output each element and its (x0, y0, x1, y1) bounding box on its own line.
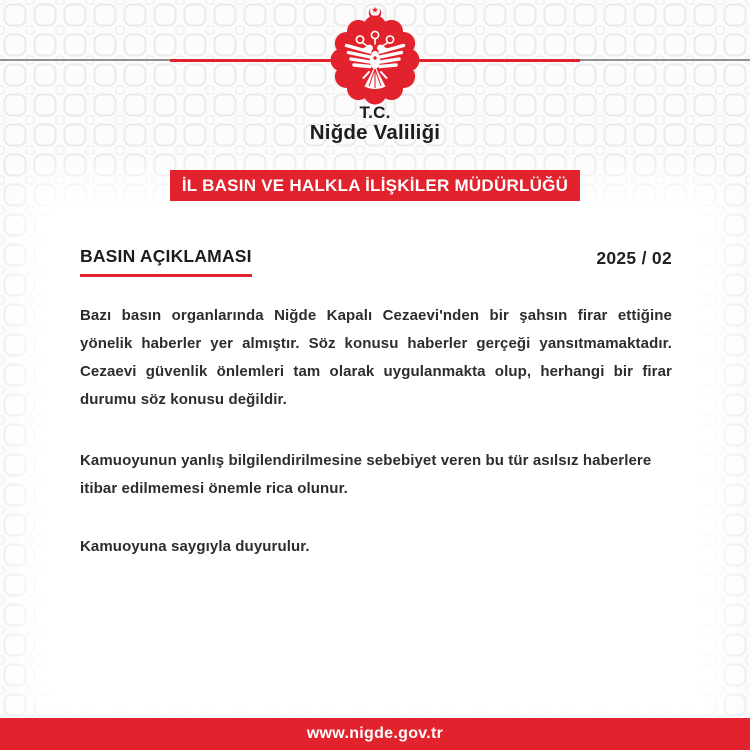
website-prefix: www. (306, 725, 350, 742)
document-header-row (80, 246, 672, 277)
website-link[interactable] (307, 725, 443, 743)
paragraph: Kamuoyunun yanlış bilgilendirilmesine sebebiyet veren bu tür asılsız haberlere itibar edilmemesi önemle rica olunur. (80, 452, 652, 497)
nigde-valiligi-emblem-double-headed-eagle-icon (303, 2, 447, 114)
document-body (80, 246, 672, 561)
department-banner: İL BASIN VE HALKLA İLİŞKİLER MÜDÜRLÜĞÜ (170, 170, 580, 201)
organisation-title-block (0, 103, 750, 145)
paragraph: Kamuoyuna saygıyla duyurulur. (80, 538, 310, 555)
paragraph: Bazı basın organlarında Niğde Kapalı Cezaevi'nden bir şahsın firar ettiğine yönelik haberler yer almıştır. Söz konusu haberler gerçeği yansıtmamaktadır. Cezaevi güvenlik önlemleri tam olarak uygulanmakta olup, herhangi bir firar durumu söz konusu değildir. (80, 307, 672, 408)
document-reference-number: 2025 / 02 (596, 248, 672, 268)
footer-bar (0, 718, 750, 750)
document-title: BASIN AÇIKLAMASI (80, 246, 252, 277)
org-prefix: T.C. (359, 103, 391, 122)
website-suffix: .gov.tr (393, 725, 444, 742)
org-name: Niğde Valiliği (309, 121, 441, 145)
website-name: nigde (349, 725, 394, 742)
